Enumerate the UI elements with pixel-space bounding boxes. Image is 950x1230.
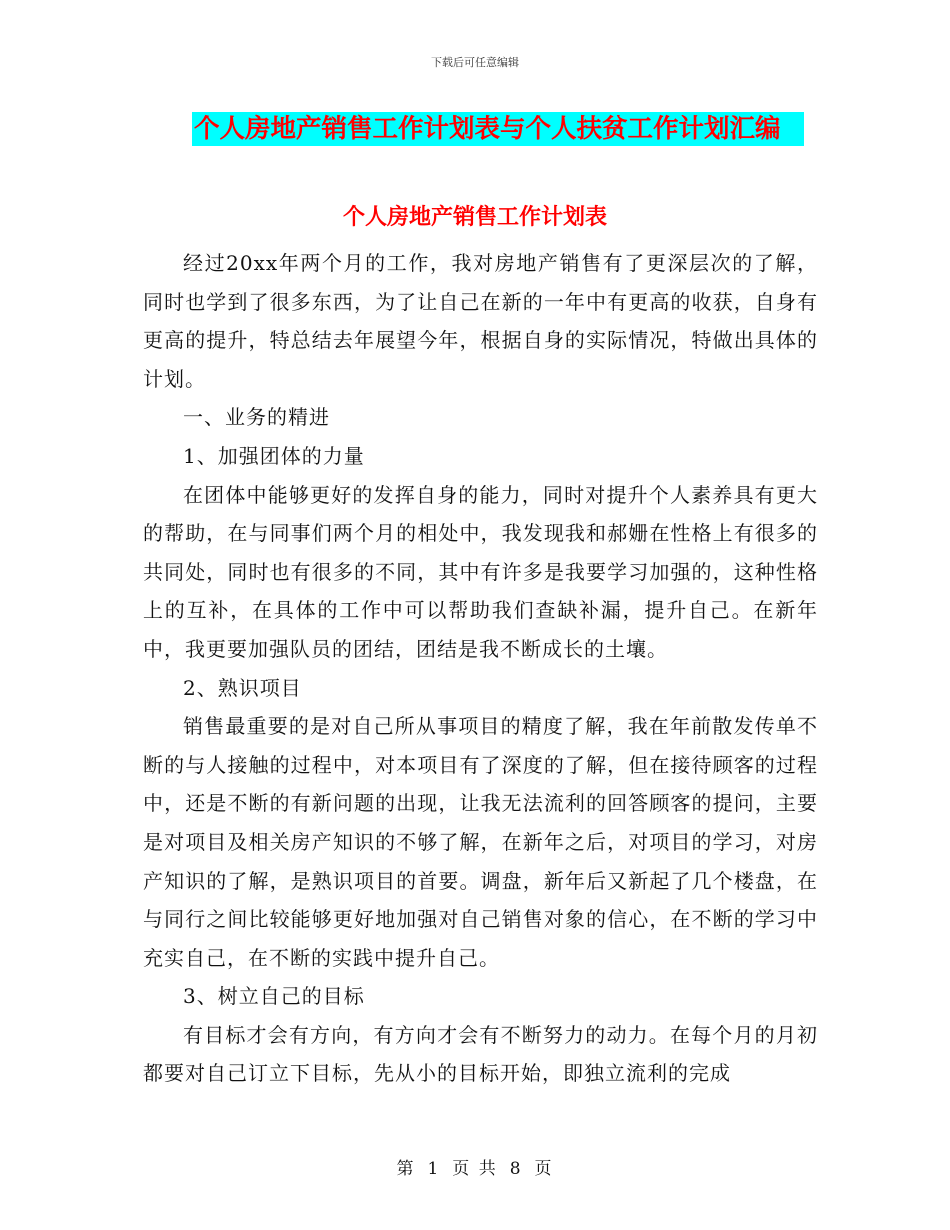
footer-suffix: 页 xyxy=(534,1159,554,1179)
paragraph-intro: 经过20xx年两个月的工作，我对房地产销售有了更深层次的了解，同时也学到了很多东西，为了让自己在新的一年中有更高的收获，自身有更高的提升，特总结去年展望今年，根据自身的实际情况，特做出具体的计划。 xyxy=(143,251,818,391)
footer-total-pages: 8 xyxy=(509,1159,523,1179)
footer-mid: 页 共 xyxy=(452,1159,498,1179)
section-title: 个人房地产销售工作计划表 xyxy=(342,204,607,230)
document-body xyxy=(143,244,818,1093)
subheading-team: 1、加强团体的力量 xyxy=(183,443,365,468)
paragraph-goals: 有目标才会有方向，有方向才会有不断努力的动力。在每个月的月初都要对自己订立下目标，先从小的目标开始，即独立流利的完成 xyxy=(143,1022,818,1086)
footer-prefix: 第 xyxy=(396,1159,416,1179)
paragraph-project: 销售最重要的是对自己所从事项目的精度了解，我在年前散发传单不断的与人接触的过程中，对本项目有了深度的了解，但在接待顾客的过程中，还是不断的有新问题的出现，让我无法流利的回答顾客的提问，主要是对项目及相关房产知识的不够了解，在新年之后，对项目的学习，对房产知识的了解，是熟识项目的首要。调盘，新年后又新起了几个楼盘，在与同行之间比较能够更好地加强对自己销售对象的信心，在不断的学习中充实自己，在不断的实践中提升自己。 xyxy=(143,714,818,970)
subheading-goals: 3、树立自己的目标 xyxy=(183,984,365,1009)
page-header: 下载后可任意编辑 xyxy=(431,56,519,69)
footer-page-number: 1 xyxy=(427,1159,441,1179)
subheading-project: 2、熟识项目 xyxy=(183,675,302,700)
paragraph-team: 在团体中能够更好的发挥自身的能力，同时对提升个人素养具有更大的帮助，在与同事们两个月的相处中，我发现我和郝姗在性格上有很多的共同处，同时也有很多的不同，其中有许多是我要学习加强的，这种性格上的互补，在具体的工作中可以帮助我们查缺补漏，提升自己。在新年中，我更要加强队员的团结，团结是我不断成长的土壤。 xyxy=(143,482,818,661)
page-footer xyxy=(0,1154,950,1179)
document-title: 个人房地产销售工作计划表与个人扶贫工作计划汇编 xyxy=(192,112,804,146)
heading-business: 一、业务的精进 xyxy=(183,405,330,430)
document-title-highlight xyxy=(192,112,804,146)
